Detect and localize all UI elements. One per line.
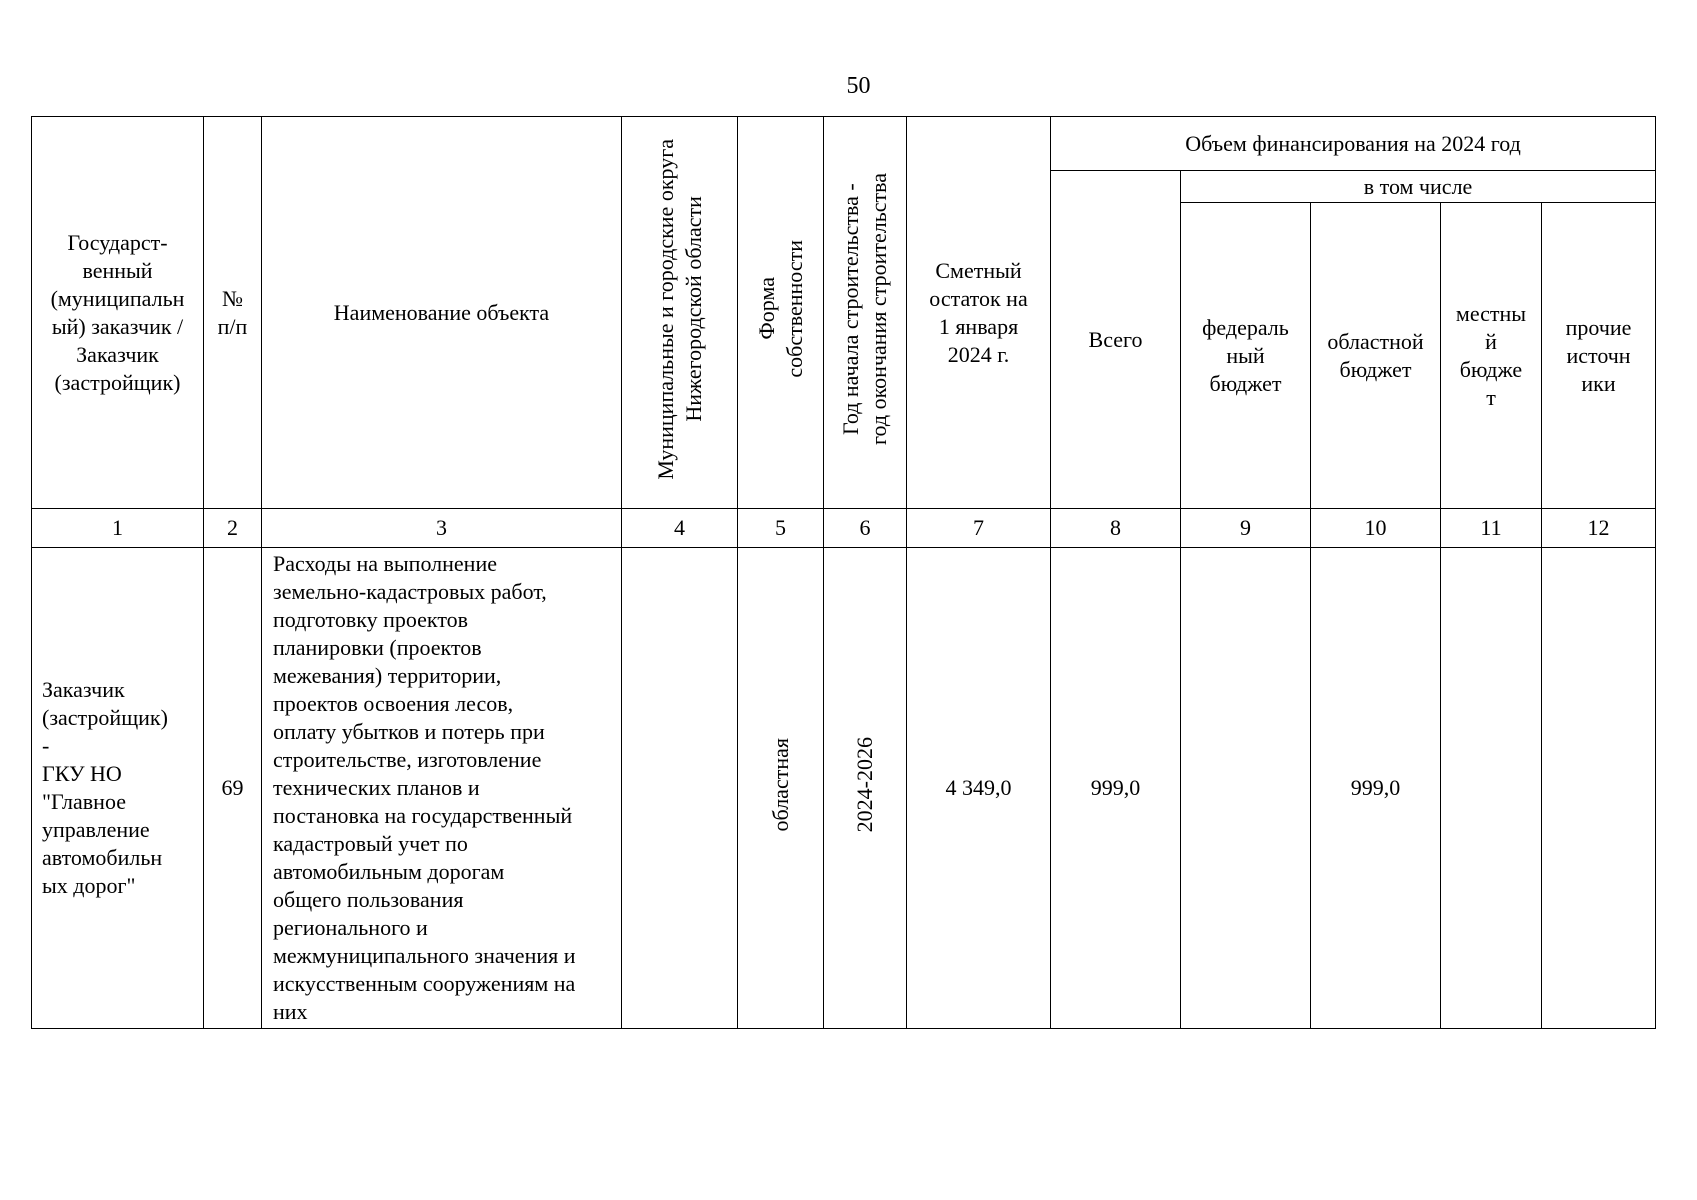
column-number: 7 <box>907 509 1051 548</box>
column-number: 9 <box>1181 509 1311 548</box>
header-other: прочие источн ики <box>1542 203 1656 509</box>
header-including: в том числе <box>1181 171 1656 203</box>
header-years: Год начала строительства - год окончания строительства <box>824 117 907 509</box>
header-total: Всего <box>1051 171 1181 509</box>
column-number: 10 <box>1311 509 1441 548</box>
header-balance: Сметный остаток на 1 января 2024 г. <box>907 117 1051 509</box>
cell-customer: Заказчик (застройщик) - ГКУ НО "Главное управление автомобильн ых дорог" <box>32 548 204 1029</box>
header-federal: федераль ный бюджет <box>1181 203 1311 509</box>
header-num: № п/п <box>204 117 262 509</box>
cell-local <box>1441 548 1542 1029</box>
column-number: 6 <box>824 509 907 548</box>
cell-balance: 4 349,0 <box>907 548 1051 1029</box>
column-number: 3 <box>262 509 622 548</box>
cell-years: 2024-2026 <box>824 548 907 1029</box>
column-number: 4 <box>622 509 738 548</box>
cell-other <box>1542 548 1656 1029</box>
column-number-row <box>32 509 1656 548</box>
cell-num: 69 <box>204 548 262 1029</box>
column-number: 1 <box>32 509 204 548</box>
cell-object-name: Расходы на выполнение земельно-кадастровых работ, подготовку проектов планировки (проектов межевания) территории, проектов освоения лесов, оплату убытков и потерь при строительстве, изготовление технических планов и постановка на государственный кадастровый учет по автомобильным дорогам общего пользования регионального и межмуниципального значения и искусственным сооружениям на них <box>262 548 622 1029</box>
header-row-1 <box>32 117 1656 171</box>
header-local: местны й бюдже т <box>1441 203 1542 509</box>
column-number: 2 <box>204 509 262 548</box>
column-number: 11 <box>1441 509 1542 548</box>
table-row <box>32 548 1656 1029</box>
cell-regional: 999,0 <box>1311 548 1441 1029</box>
column-number: 8 <box>1051 509 1181 548</box>
cell-federal <box>1181 548 1311 1029</box>
header-funding-title: Объем финансирования на 2024 год <box>1051 117 1656 171</box>
header-districts: Муниципальные и городские округа Нижегородской области <box>622 117 738 509</box>
cell-ownership: областная <box>738 548 824 1029</box>
column-number: 12 <box>1542 509 1656 548</box>
header-object-name: Наименование объекта <box>262 117 622 509</box>
column-number: 5 <box>738 509 824 548</box>
cell-districts <box>622 548 738 1029</box>
header-ownership: Форма собственности <box>738 117 824 509</box>
financing-table <box>31 116 1656 1029</box>
header-customer: Государст- венный (муниципальн ый) заказчик / Заказчик (застройщик) <box>32 117 204 509</box>
cell-total: 999,0 <box>1051 548 1181 1029</box>
header-regional: областной бюджет <box>1311 203 1441 509</box>
page-number: 50 <box>846 73 871 99</box>
